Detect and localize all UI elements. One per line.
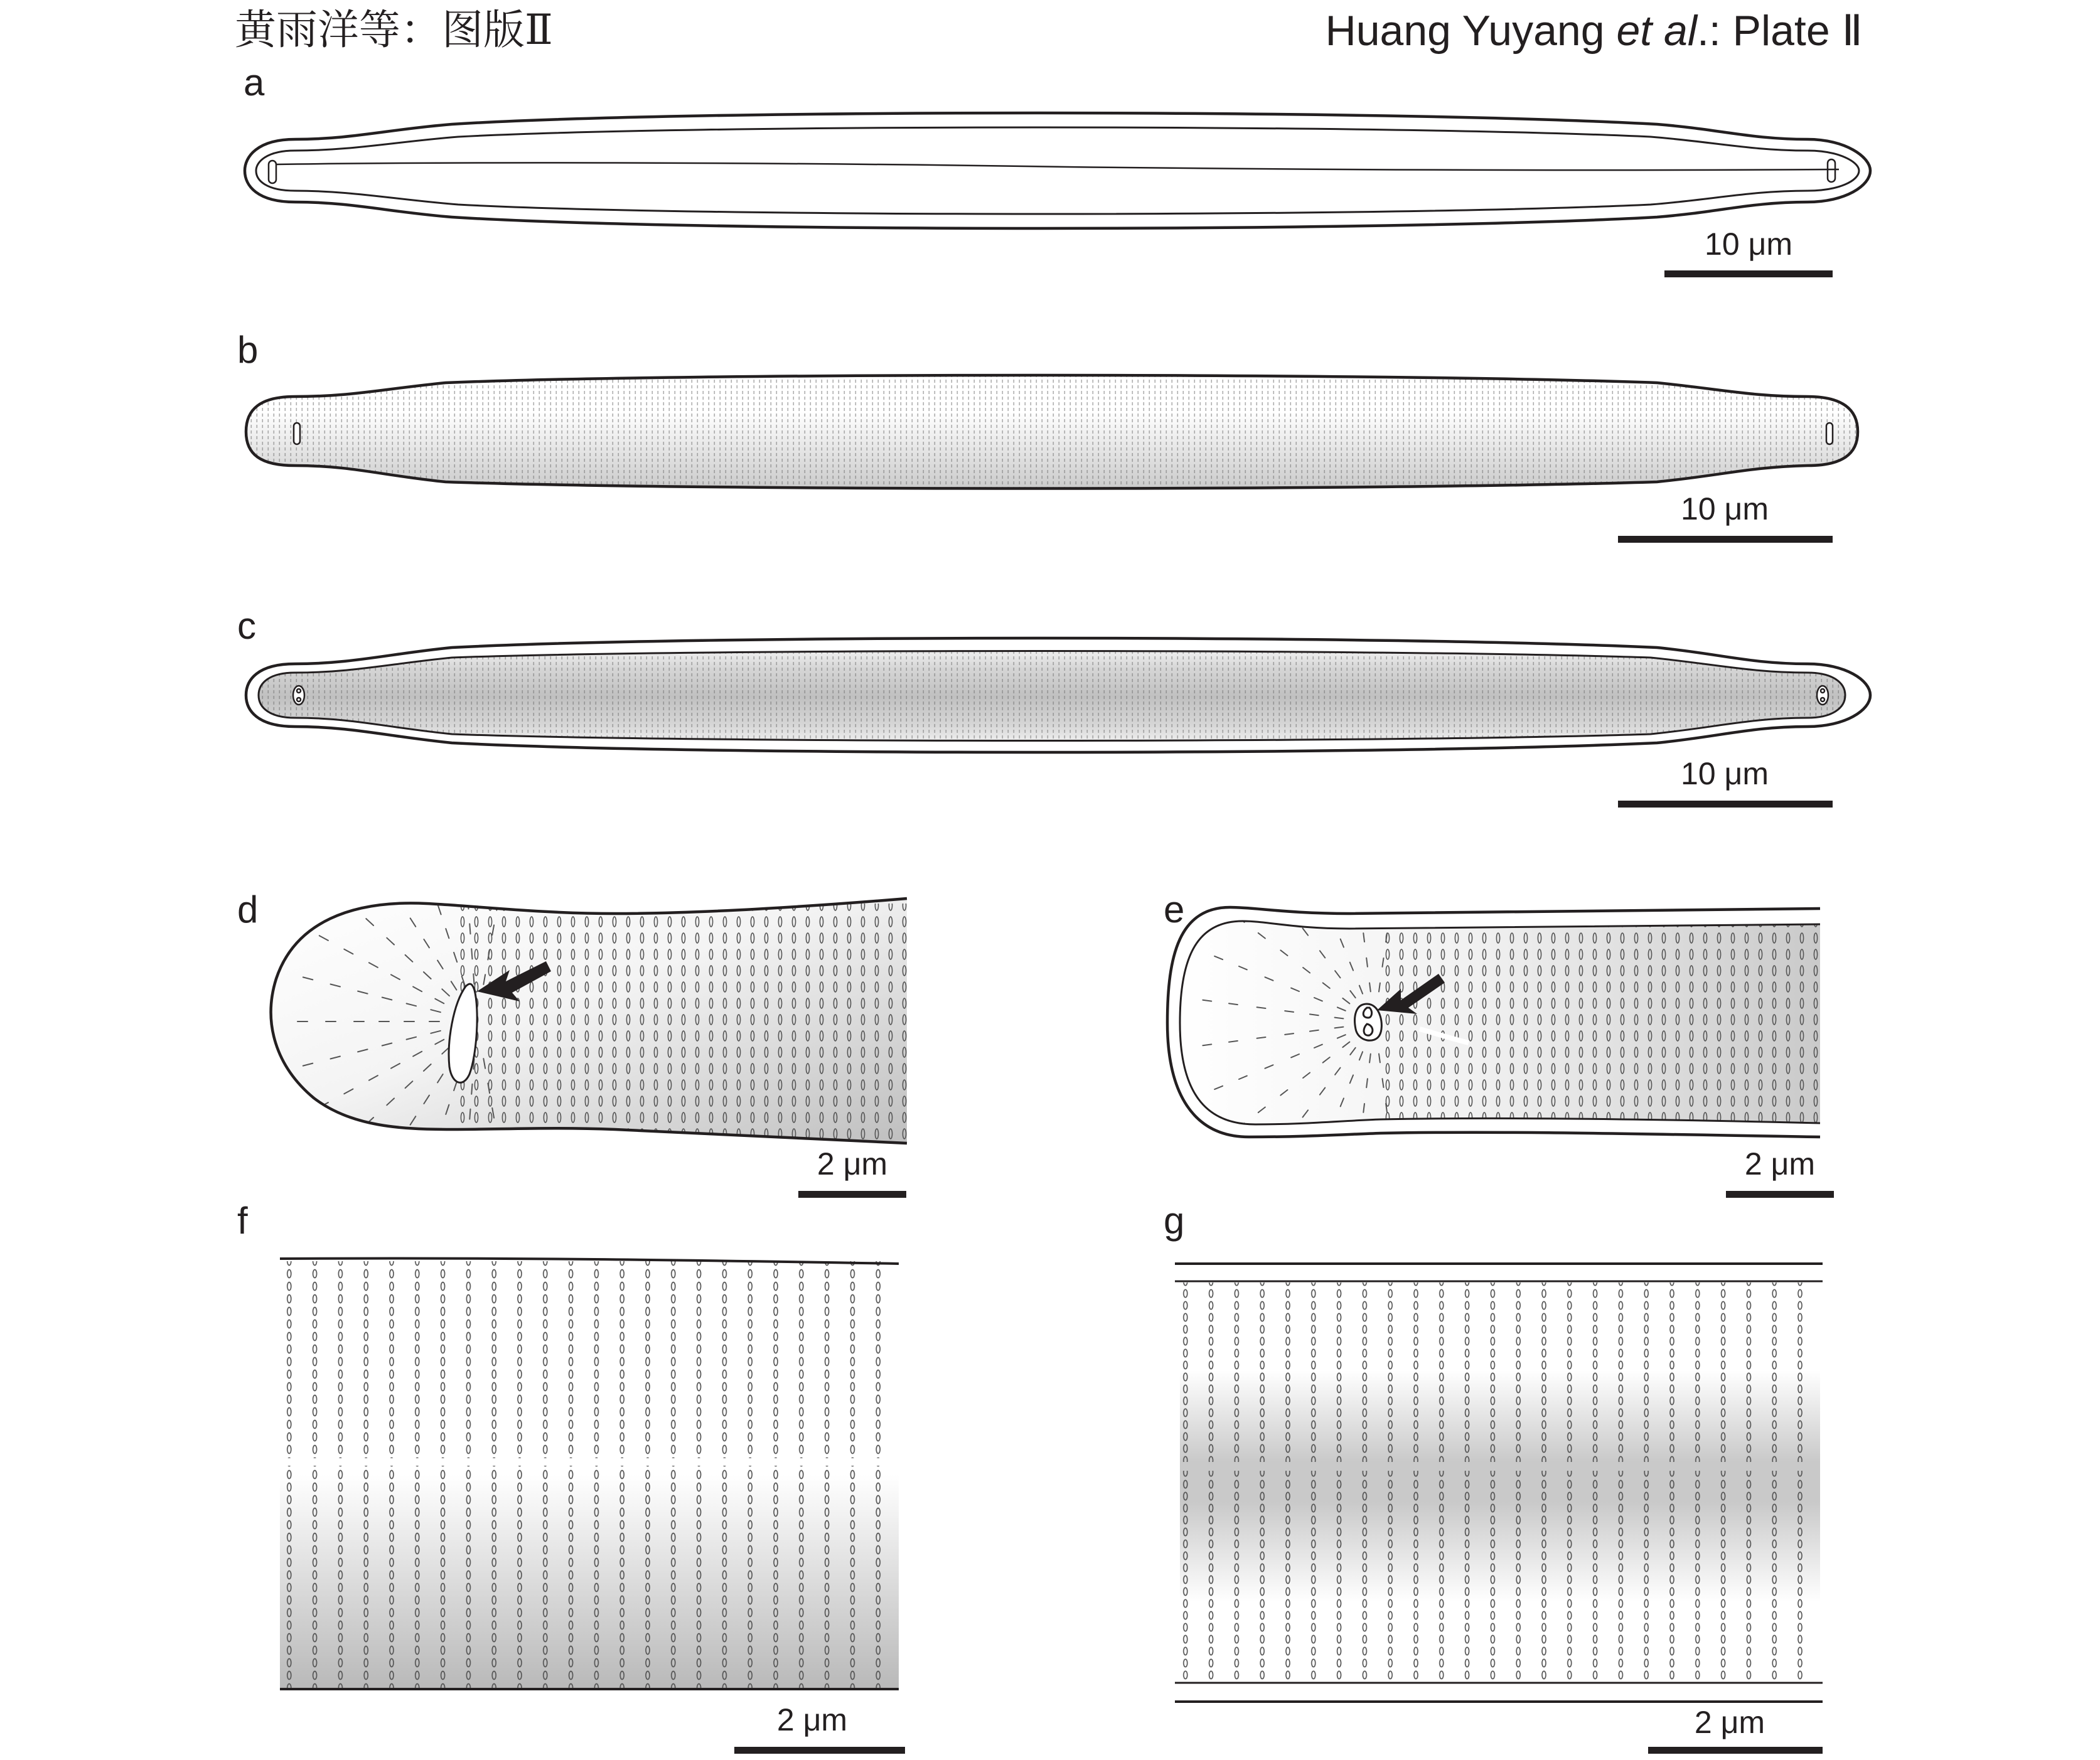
panel-f-areolae-lower xyxy=(280,1466,899,1688)
panel-g-scale-label: 2 μm xyxy=(1694,1705,1765,1740)
panel-c-scale-bar xyxy=(1618,801,1833,808)
panel-e-scale-label: 2 μm xyxy=(1744,1146,1816,1181)
panel-f xyxy=(237,1200,905,1754)
panel-e-areolae-pattern xyxy=(1381,922,1820,1129)
panel-c-label: c xyxy=(237,605,256,647)
apical-stria xyxy=(1270,885,1275,892)
apical-stria xyxy=(1270,1154,1275,1161)
apical-stria xyxy=(380,871,385,879)
panel-a-scale-label: 10 μm xyxy=(1705,227,1792,262)
panel-b-rimoportula-right xyxy=(1826,423,1833,444)
apical-stria xyxy=(1353,1186,1354,1195)
panel-e-rimoportula xyxy=(1355,1004,1382,1040)
panel-f-label: f xyxy=(237,1200,248,1242)
apical-stria xyxy=(1394,877,1395,886)
apical-stria xyxy=(429,1155,432,1165)
panel-g-scale-bar xyxy=(1648,1747,1823,1754)
apical-stria xyxy=(1319,887,1322,895)
apical-stria xyxy=(469,1109,470,1119)
apical-stria xyxy=(471,949,472,959)
apical-stria xyxy=(1356,877,1358,886)
apical-stria xyxy=(506,1188,508,1198)
panel-d-scale-label: 2 μm xyxy=(817,1146,888,1181)
apical-stria xyxy=(1309,1175,1312,1183)
panel-e xyxy=(1164,851,1834,1198)
apical-stria xyxy=(380,1164,385,1172)
apical-stria xyxy=(501,873,503,883)
panel-d-label: d xyxy=(237,888,259,931)
panel-f-areolae-upper xyxy=(280,1261,899,1458)
panel-b xyxy=(237,329,1870,543)
panel-a-scale-bar xyxy=(1664,270,1833,277)
panel-c-rimoportula-right xyxy=(1817,686,1828,705)
panel-g-areolae-lower xyxy=(1180,1471,1820,1682)
panel-e-label: e xyxy=(1164,888,1185,931)
apical-stria xyxy=(420,1182,423,1192)
panel-b-scale-bar xyxy=(1618,536,1833,543)
panel-b-striae-pattern xyxy=(238,364,1870,502)
apical-stria xyxy=(420,851,423,861)
apical-stria xyxy=(469,924,470,934)
panel-c-scale-label: 10 μm xyxy=(1681,756,1769,791)
apical-stria xyxy=(473,974,474,984)
apical-stria xyxy=(1309,862,1312,870)
apical-stria xyxy=(1319,1151,1322,1159)
header-right-caption: Huang Yuyang et al.: Plate Ⅱ xyxy=(1325,7,1863,55)
apical-stria xyxy=(1394,1160,1395,1168)
panel-b-scale-label: 10 μm xyxy=(1681,491,1769,526)
apical-stria xyxy=(496,1133,498,1143)
apical-stria xyxy=(429,878,432,888)
apical-stria xyxy=(506,845,508,855)
header-left-caption: 黄雨洋等：图版Ⅱ xyxy=(235,6,553,54)
panel-f-scale-label: 2 μm xyxy=(776,1702,848,1737)
panel-b-rimoportula-left xyxy=(294,423,300,444)
apical-stria xyxy=(345,900,353,907)
apical-stria xyxy=(1356,1160,1358,1168)
panel-e-scale-bar xyxy=(1726,1191,1834,1198)
apical-stria xyxy=(395,1140,400,1148)
panel-c xyxy=(237,605,1870,808)
panel-a xyxy=(244,61,1870,277)
panel-c-rimoportula-left xyxy=(293,686,304,705)
panel-d xyxy=(237,843,916,1200)
apical-stria xyxy=(1398,1186,1399,1195)
panel-a-label: a xyxy=(244,61,265,104)
panel-f-scale-bar xyxy=(734,1747,905,1754)
panel-d-scale-bar xyxy=(798,1191,906,1198)
apical-stria xyxy=(1398,851,1399,860)
panel-g-label: g xyxy=(1164,1200,1185,1242)
apical-stria xyxy=(501,1161,503,1171)
apical-stria xyxy=(1353,851,1354,860)
apical-stria xyxy=(345,1137,353,1144)
panel-b-label: b xyxy=(237,329,259,371)
panel-g xyxy=(1164,1200,1823,1754)
panel-d-areolae-pattern xyxy=(452,904,916,1148)
apical-stria xyxy=(395,895,400,903)
apical-stria xyxy=(471,1084,472,1094)
panel-g-areolae-upper xyxy=(1180,1283,1820,1462)
